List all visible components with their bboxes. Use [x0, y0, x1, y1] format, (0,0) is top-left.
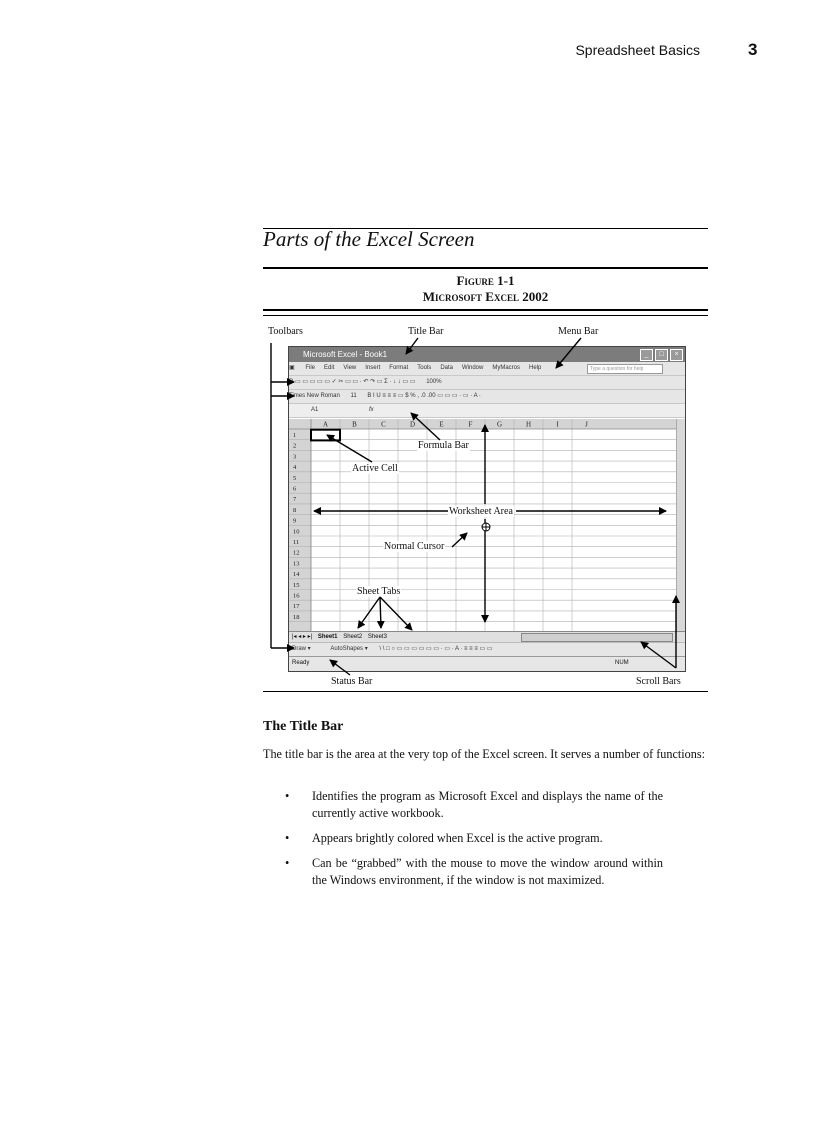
- menu-item-window: Window: [462, 365, 484, 371]
- row-header-13: 13: [293, 560, 300, 568]
- draw-menu: Draw ▾: [292, 646, 311, 652]
- status-ready: Ready: [292, 660, 310, 666]
- excel-window-title: Microsoft Excel - Book1: [303, 350, 388, 359]
- row-header-5: 5: [293, 474, 297, 482]
- row-header-10: 10: [293, 528, 300, 536]
- drawing-tools: \ \ □ ○ ▭ ▭ ▭ ▭ ▭ ▭ · ▭ · A · ≡ ≡ ≡ ▭ ▭: [379, 646, 493, 652]
- list-item: • Identifies the program as Microsoft Excel and displays the name of the currently active workbook.: [283, 788, 663, 822]
- callout-scroll-bars: Scroll Bars: [636, 676, 681, 687]
- font-name-box: Times New Roman: [289, 393, 340, 399]
- row-header-11: 11: [293, 539, 300, 546]
- menu-item-help: Help: [529, 365, 542, 371]
- menu-item-mymacros: MyMacros: [492, 365, 521, 371]
- status-num: NUM: [615, 660, 629, 666]
- autoshapes-menu: AutoShapes ▾: [330, 646, 368, 652]
- row-header-15: 15: [293, 581, 300, 589]
- row-header-16: 16: [293, 592, 300, 600]
- fx-icon: fx: [369, 407, 374, 413]
- menu-item-edit: Edit: [324, 365, 335, 371]
- font-size-box: 11: [350, 393, 357, 399]
- row-header-14: 14: [293, 571, 300, 579]
- row-header-12: 12: [293, 549, 300, 557]
- standard-toolbar-buttons: D ▭ ▭ ▭ ▭ ▭ ✓ ✂ ▭ ▭ · ↶ ↷ ▭ Σ · ↓ ↓ ▭ ▭: [289, 379, 416, 385]
- zoom-box: 100%: [426, 379, 442, 385]
- column-header-a: A: [322, 420, 329, 429]
- sheet-tab-2: Sheet2: [343, 634, 363, 640]
- list-item: • Appears brightly colored when Excel is the active program.: [283, 830, 663, 847]
- column-header-f: F: [468, 420, 473, 429]
- restore-icon: □: [655, 349, 668, 361]
- column-header-h: H: [525, 420, 532, 429]
- column-header-c: C: [381, 420, 386, 429]
- callout-formula-bar: Formula Bar: [418, 440, 469, 451]
- row-header-8: 8: [293, 506, 297, 514]
- menu-item-file: File: [305, 365, 316, 371]
- column-header-i: I: [556, 420, 559, 429]
- row-header-7: 7: [293, 496, 297, 504]
- menu-item-tools: Tools: [417, 365, 432, 371]
- callout-sheet-tabs: Sheet Tabs: [357, 586, 401, 597]
- minimize-icon: _: [640, 349, 653, 361]
- row-header-4: 4: [293, 464, 297, 472]
- callout-worksheet-area: Worksheet Area: [449, 506, 513, 517]
- formatting-toolbar-buttons: B I U ≡ ≡ ≡ ▭ $ % , .0 .00 ▭ ▭ ▭ · ▭ · A ·: [367, 393, 481, 399]
- sheet-tab-1: Sheet1: [317, 634, 338, 640]
- column-header-e: E: [439, 420, 444, 429]
- body-paragraph: The title bar is the area at the very top of the Excel screen. It serves a number of functions:: [263, 747, 705, 761]
- row-header-1: 1: [293, 432, 297, 439]
- row-header-17: 17: [293, 603, 300, 611]
- row-header-6: 6: [293, 485, 297, 493]
- row-header-18: 18: [293, 613, 300, 621]
- callout-active-cell: Active Cell: [352, 463, 398, 474]
- callout-title-bar: Title Bar: [408, 326, 444, 337]
- name-box: A1: [311, 407, 319, 413]
- menu-item-data: Data: [440, 365, 453, 371]
- subsection-title: The Title Bar: [263, 719, 344, 734]
- callout-toolbars: Toolbars: [268, 326, 303, 337]
- menu-item-format: Format: [389, 365, 409, 371]
- figure-caption-title: Microsoft Excel 2002: [422, 289, 549, 304]
- menu-item-insert: Insert: [365, 365, 381, 371]
- close-icon: ×: [670, 349, 683, 361]
- section-title: Parts of the Excel Screen: [263, 227, 475, 251]
- help-question-box: Type a question for help: [587, 364, 663, 374]
- figure-bottom-rule: [263, 691, 708, 692]
- column-header-j: J: [585, 420, 588, 429]
- running-title: Spreadsheet Basics: [575, 42, 700, 58]
- excel-doc-icon: ▣: [289, 365, 295, 371]
- list-item: • Can be “grabbed” with the mouse to move the window around within the Windows environment, if the window is not maximized.: [283, 855, 663, 889]
- column-header-b: B: [352, 420, 357, 429]
- callout-normal-cursor: Normal Cursor: [384, 541, 445, 552]
- row-header-3: 3: [293, 453, 297, 461]
- page-number: 3: [748, 40, 758, 59]
- row-header-9: 9: [293, 517, 297, 525]
- row-header-2: 2: [293, 442, 297, 450]
- callout-status-bar: Status Bar: [331, 676, 373, 687]
- column-header-d: D: [409, 420, 416, 429]
- menu-item-view: View: [343, 365, 357, 371]
- callout-menu-bar: Menu Bar: [558, 326, 599, 337]
- bullet-list: [283, 788, 663, 897]
- figure-caption-number: Figure 1-1: [456, 273, 515, 288]
- sheet-nav-icons: |◂ ◂ ▸ ▸|: [292, 634, 313, 640]
- sheet-tab-3: Sheet3: [367, 634, 387, 640]
- column-header-g: G: [496, 420, 503, 429]
